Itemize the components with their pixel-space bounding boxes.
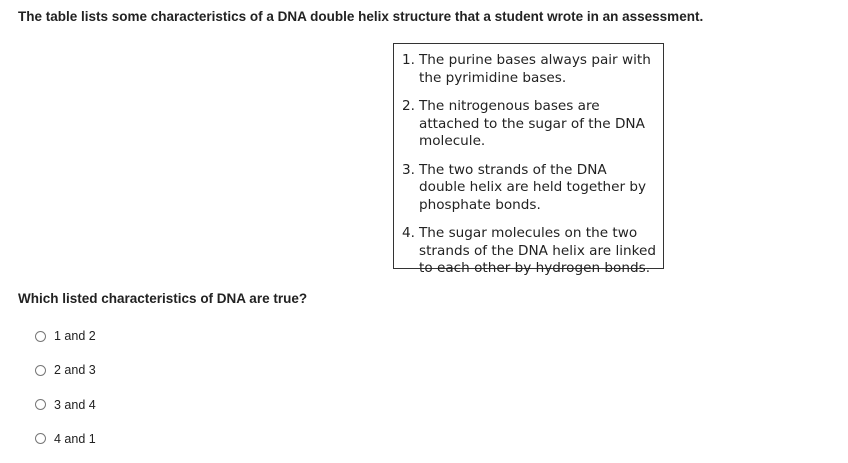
radio-button[interactable] (35, 433, 46, 444)
characteristic-number: 4. (402, 225, 415, 241)
option-label[interactable]: 3 and 4 (54, 397, 96, 412)
radio-button[interactable] (35, 365, 46, 376)
radio-button[interactable] (35, 399, 46, 410)
characteristic-item-3 (402, 162, 657, 215)
characteristic-number: 1. (402, 52, 415, 68)
characteristic-text: The purine bases always pair with the pyrimidine bases. (419, 52, 651, 86)
characteristic-text: The sugar molecules on the two strands of the DNA helix are linked to each other by hydrogen bonds. (419, 225, 657, 276)
option-label[interactable]: 2 and 3 (54, 363, 96, 378)
answer-option-4[interactable] (35, 429, 96, 449)
characteristic-text: The two strands of the DNA double helix are held together by phosphate bonds. (419, 161, 647, 213)
characteristic-number: 2. (402, 98, 415, 114)
question-text: Which listed characteristics of DNA are true? (18, 291, 308, 306)
characteristic-item-4 (402, 225, 657, 278)
question-prompt: The table lists some characteristics of a DNA double helix structure that a student wrote in an assessment. (18, 9, 704, 24)
option-label[interactable]: 1 and 2 (54, 329, 96, 343)
characteristic-number: 3. (402, 161, 415, 178)
answer-option-1[interactable] (35, 326, 96, 346)
characteristic-item-1 (402, 52, 657, 87)
option-label[interactable]: 4 and 1 (54, 431, 96, 446)
characteristic-text: The nitrogenous bases are attached to the sugar of the DNA molecule. (419, 98, 645, 149)
answer-options (35, 326, 96, 463)
answer-option-2[interactable] (35, 360, 96, 380)
characteristics-table (393, 43, 664, 276)
answer-option-3[interactable] (35, 395, 96, 415)
characteristic-item-2 (402, 98, 657, 151)
radio-button[interactable] (35, 331, 46, 342)
